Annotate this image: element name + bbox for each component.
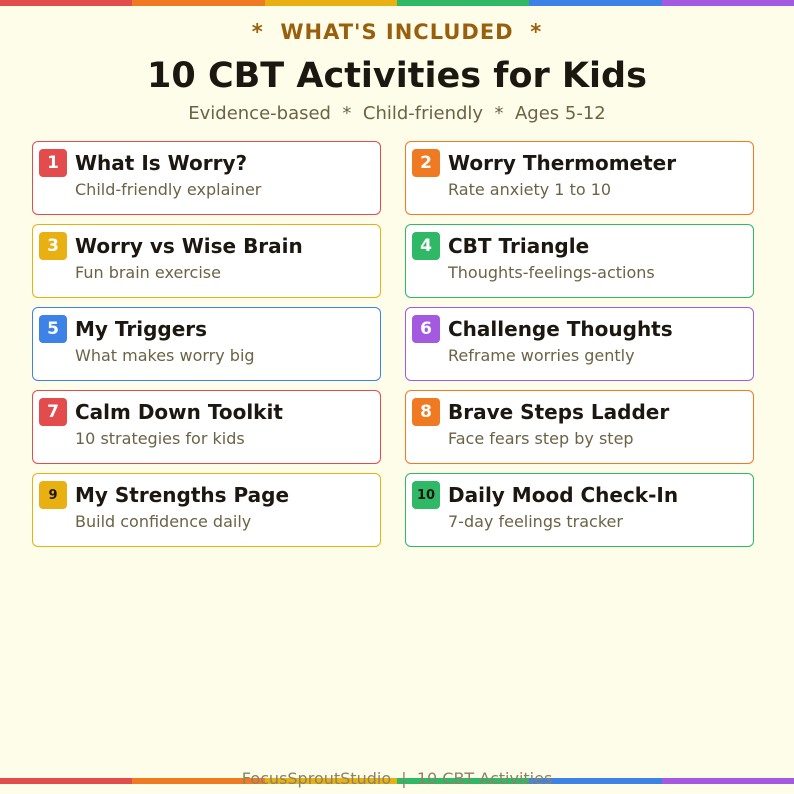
activity-title: Calm Down Toolkit: [75, 400, 283, 424]
activity-card: [405, 141, 754, 215]
rainbow-segment-green: [397, 0, 529, 6]
activity-subtitle: Fun brain exercise: [75, 263, 221, 282]
activity-number-badge: 4: [412, 232, 440, 260]
activity-title: Worry Thermometer: [448, 151, 677, 175]
activity-number-badge: 5: [39, 315, 67, 343]
page-title: 10 CBT Activities for Kids: [147, 56, 647, 96]
activity-title: Daily Mood Check-In: [448, 483, 679, 507]
activity-number-badge: 3: [39, 232, 67, 260]
activity-subtitle: Reframe worries gently: [448, 346, 635, 365]
activity-subtitle: Rate anxiety 1 to 10: [448, 180, 612, 199]
activity-subtitle: Thoughts-feelings-actions: [448, 263, 655, 282]
activity-subtitle: 10 strategies for kids: [75, 429, 245, 448]
section-kicker: * WHAT'S INCLUDED *: [251, 20, 543, 44]
activity-number-badge: 8: [412, 398, 440, 426]
activity-card: [405, 224, 754, 298]
page-subtitle: Evidence-based * Child-friendly * Ages 5-12: [188, 103, 606, 124]
activity-grid: [32, 141, 754, 547]
activity-subtitle: What makes worry big: [75, 346, 255, 365]
footer-credit: FocusSproutStudio | 10 CBT Activities: [241, 769, 553, 788]
activity-card: [405, 390, 754, 464]
activity-number-badge: 9: [39, 481, 67, 509]
activity-card: [32, 307, 381, 381]
activity-title: Challenge Thoughts: [448, 317, 673, 341]
activity-number-badge: 2: [412, 149, 440, 177]
activity-number-badge: 7: [39, 398, 67, 426]
activity-title: My Strengths Page: [75, 483, 290, 507]
top-rainbow-bar: [0, 0, 794, 6]
activity-title: CBT Triangle: [448, 234, 590, 258]
rainbow-segment-yellow: [265, 0, 397, 6]
activity-card: [32, 390, 381, 464]
activity-card: [32, 141, 381, 215]
activity-title: Worry vs Wise Brain: [75, 234, 303, 258]
rainbow-segment-blue: [529, 0, 661, 6]
activity-subtitle: Build confidence daily: [75, 512, 252, 531]
activity-number-badge: 10: [412, 481, 440, 509]
activity-number-badge: 1: [39, 149, 67, 177]
rainbow-segment-orange: [132, 0, 264, 6]
activity-card: [405, 473, 754, 547]
activity-number-badge: 6: [412, 315, 440, 343]
rainbow-segment-purple: [662, 0, 794, 6]
activity-subtitle: 7-day feelings tracker: [448, 512, 623, 531]
rainbow-segment-red: [0, 0, 132, 6]
activity-card: [405, 307, 754, 381]
activity-subtitle: Face fears step by step: [448, 429, 634, 448]
activity-card: [32, 473, 381, 547]
activity-title: What Is Worry?: [75, 151, 248, 175]
activity-title: My Triggers: [75, 317, 208, 341]
activity-card: [32, 224, 381, 298]
activity-title: Brave Steps Ladder: [448, 400, 670, 424]
activity-subtitle: Child-friendly explainer: [75, 180, 262, 199]
